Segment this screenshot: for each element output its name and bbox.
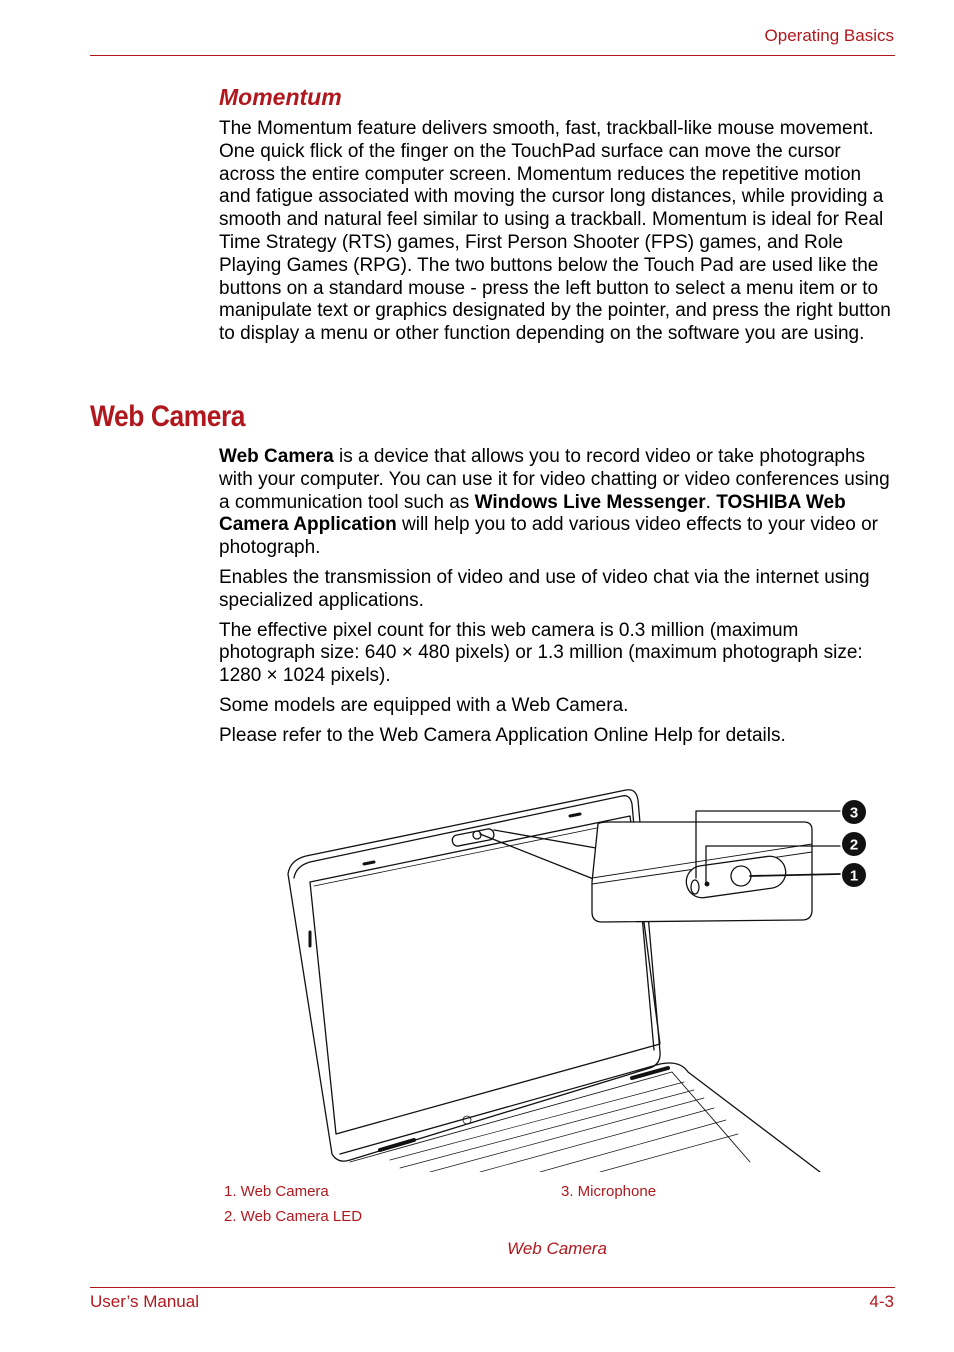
term-windows-live-messenger: Windows Live Messenger [474, 491, 706, 513]
web-camera-paragraph-1 [219, 446, 895, 560]
svg-text:3: 3 [849, 804, 859, 822]
web-camera-heading: Web Camera [90, 400, 246, 433]
laptop-web-camera-illustration [280, 782, 880, 1172]
term-web-camera: Web Camera [219, 446, 334, 467]
p1-text-3: will help you to add various video effects to your video or photograph. [219, 514, 878, 559]
web-camera-paragraph-5: Please refer to the Web Camera Application Online Help for details. [219, 724, 786, 746]
footer-rule [90, 1287, 895, 1288]
footer-page-number: 4-3 [869, 1292, 894, 1311]
p1-text-2: . [705, 491, 717, 513]
web-camera-paragraph-3: The effective pixel count for this web camera is 0.3 million (maximum photograph size: 640 × 480 pixels) or 1.3 million (maximum photograph size: 1280 × 1024 pixels). [219, 619, 863, 687]
callout-2 [842, 832, 866, 856]
legend-item-microphone: 3. Microphone [561, 1183, 657, 1200]
footer-manual-label: User’s Manual [90, 1292, 199, 1311]
web-camera-paragraph-4: Some models are equipped with a Web Camera. [219, 694, 629, 716]
p1-text-1: is a device that allows you to record video or take photographs with your computer. You can use it for video chatting or video conferences using a communication tool such as [219, 446, 890, 513]
callout-3 [842, 800, 866, 824]
callout-1 [842, 863, 866, 887]
zoomed-camera-led [705, 882, 709, 886]
svg-text:1: 1 [849, 867, 859, 885]
legend-item-web-camera-led: 2. Web Camera LED [224, 1208, 363, 1225]
web-camera-paragraph-2: Enables the transmission of video and use of video chat via the internet using specialized applications. [219, 566, 870, 611]
header-rule [90, 55, 895, 56]
momentum-heading: Momentum [219, 84, 342, 110]
bezel-camera-lens [473, 831, 481, 839]
web-camera-body [219, 446, 895, 755]
momentum-paragraph: The Momentum feature delivers smooth, fast, trackball-like mouse movement. One quick flick of the finger on the TouchPad surface can move the cursor across the entire computer screen. Momentum reduces the repetitive motion and fatigue associated with moving the cursor long distances, while providing a smooth and natural feel similar to using a trackball. Momentum is ideal for Real Time Strategy (RTS) games, First Person Shooter (FPS) games, and Role Playing Games (RPG). The two buttons below the Touch Pad are used like the buttons on a standard mouse - press the left button to select a menu item or to manipulate text or graphics designated by the pointer, and press the right button to display a menu or other function depending on the software you are using. [219, 118, 891, 345]
figure-caption: Web Camera [507, 1239, 607, 1258]
term-toshiba-web-camera-application: TOSHIBA Web Camera Application [219, 491, 846, 536]
header-section-label: Operating Basics [764, 26, 894, 45]
legend-item-web-camera: 1. Web Camera [224, 1183, 329, 1200]
svg-text:2: 2 [849, 836, 859, 854]
